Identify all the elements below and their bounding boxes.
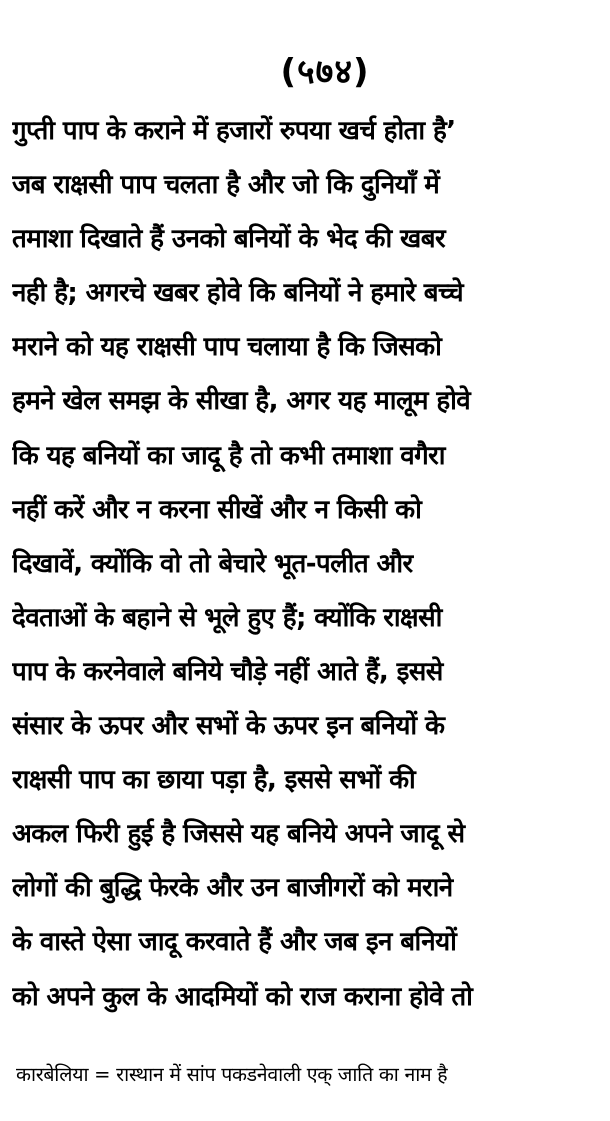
footnote: कारबेलिया = रास्थान में सांप पकडनेवाली एक् जाति का नाम है	[16, 1063, 448, 1086]
text-line: देवताओं के बहाने से भूले हुए हैं; क्योंकि राक्षसी	[12, 602, 442, 633]
body-text	[12, 104, 602, 1024]
text-line: जब राक्षसी पाप चलता है और जो कि दुनियाँ में	[12, 170, 440, 201]
text-line: संसार के ऊपर और सभों के ऊपर इन बनियों के	[12, 711, 445, 742]
text-line: गुप्ती पाप के कराने में हजारों रुपया खर्च होता है’	[12, 116, 456, 146]
text-line: अकल फिरी हुई है जिससे यह बनिये अपने जादू से	[12, 819, 465, 850]
text-line: हमने खेल समझ के सीखा है, अगर यह मालूम होवे	[12, 386, 471, 417]
text-line: को अपने कुल के आदमियों को राज कराना होवे तो	[12, 981, 473, 1012]
text-line: मराने को यह राक्षसी पाप चलाया है कि जिसको	[12, 332, 442, 363]
text-line: दिखावें, क्योंकि वो तो बेचारे भूत-पलीत और	[12, 548, 413, 579]
text-line: के वास्ते ऐसा जादू करवाते हैं और जब इन बनियों	[12, 927, 457, 958]
text-line: कि यह बनियों का जादू है तो कभी तमाशा वगैरा	[12, 440, 445, 471]
text-line: नही है; अगरचे खबर होवे कि बनियों ने हमारे बच्चे	[12, 278, 464, 309]
text-line: राक्षसी पाप का छाया पड़ा है, इससे सभों की	[12, 765, 416, 796]
text-line: नहीं करें और न करना सीखें और न किसी को	[12, 494, 422, 525]
text-line: तमाशा दिखाते हैं उनको बनियों के भेद की खबर	[12, 224, 446, 255]
text-line: पाप के करनेवाले बनिये चौड़े नहीं आते हैं, इससे	[12, 656, 443, 687]
text-line: लोगों की बुद्धि फेरके और उन बाजीगरों को मराने	[12, 873, 453, 904]
page-number: (५७४)	[280, 52, 370, 92]
